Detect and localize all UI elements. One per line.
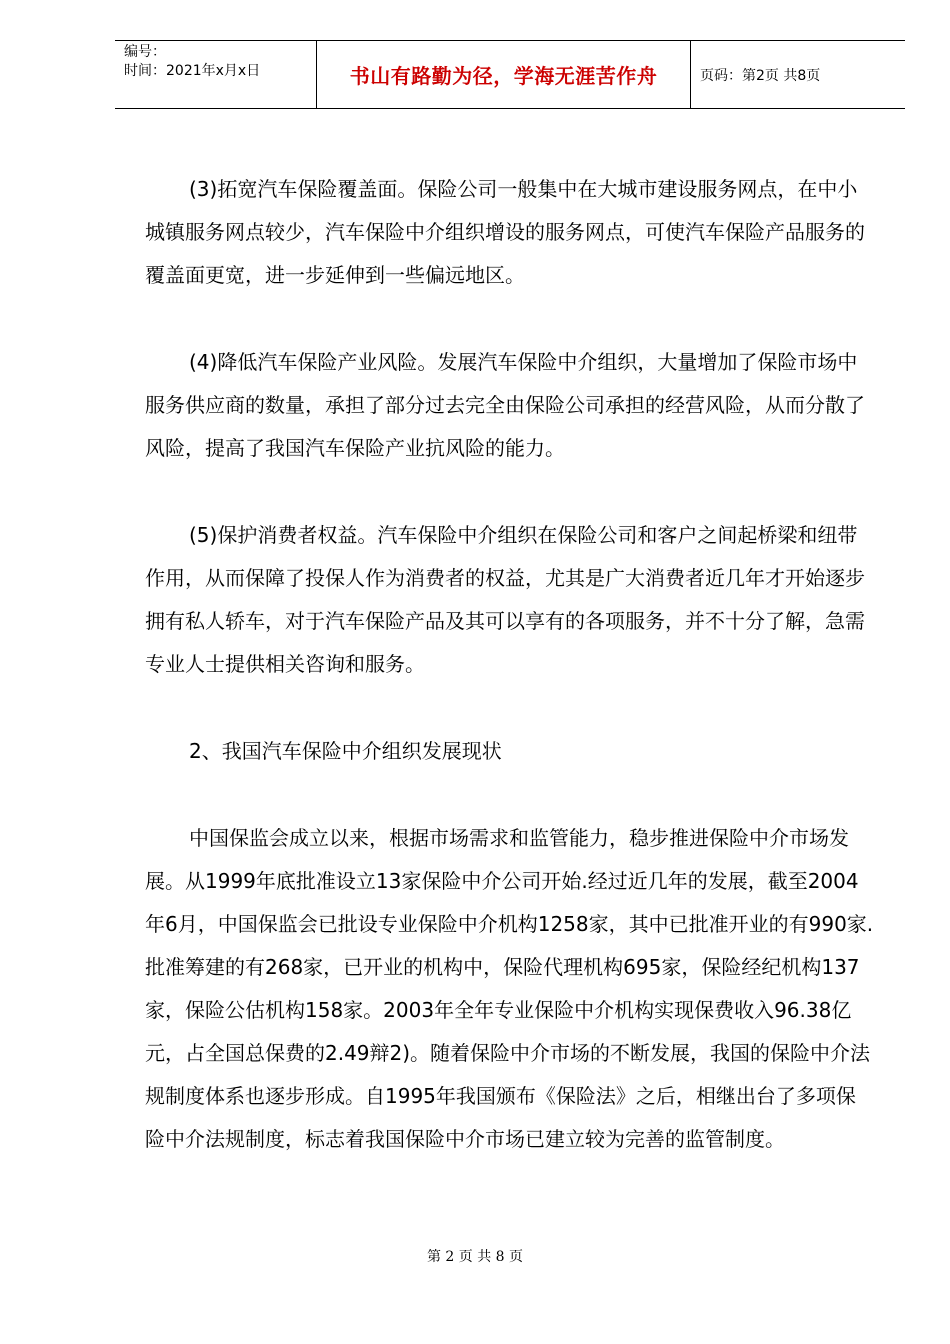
document-number-label: 编号：	[124, 44, 166, 60]
header-page-info: 页码：第2页 共8页	[700, 67, 821, 84]
section-heading: 2、我国汽车保险中介组织发展现状	[189, 739, 502, 763]
paragraph-development-status: 中国保监会成立以来，根据市场需求和监管能力，稳步推进保险中介市场发展。从1999年底批准设立13家保险中介公司开始.经过近几年的发展，截至2004年6月，中国保监会已批设专业保险中介机构1258家，其中已批准开业的有990家.批准筹建的有268家，已开业的机构中，保险代理机构695家，保险经纪机构137家，保险公估机构158家。2003年全年专业保险中介机构实现保费收入96.38亿元，占全国总保费的2.49辩2)。随着保险中介市场的不断发展，我国的保险中介法规制度体系也逐步形成。自1995年我国颁布《保险法》之后，相继出台了多项保险中介法规制度，标志着我国保险中介市场已建立较为完善的监管制度。	[145, 826, 874, 1151]
header-meta-cell	[115, 41, 317, 108]
paragraph-item-3: (3)拓宽汽车保险覆盖面。保险公司一般集中在大城市建设服务网点，在中小城镇服务网点较少，汽车保险中介组织增设的服务网点，可使汽车保险产品服务的覆盖面更宽，进一步延伸到一些偏远地区。	[145, 177, 865, 287]
document-time-label: 时间：2021年x月x日	[124, 63, 261, 79]
paragraph-item-5: (5)保护消费者权益。汽车保险中介组织在保险公司和客户之间起桥梁和纽带作用，从而保障了投保人作为消费者的权益，尤其是广大消费者近几年才开始逐步拥有私人轿车，对于汽车保险产品及其可以享有的各项服务，并不十分了解，急需专业人士提供相关咨询和服务。	[145, 523, 865, 676]
header-motto-cell	[317, 41, 691, 108]
document-body	[145, 168, 875, 1161]
header-motto: 书山有路勤为径，学海无涯苦作舟	[349, 64, 658, 88]
header-page-cell	[691, 41, 905, 108]
page-footer: 第 2 页 共 8 页	[426, 1249, 524, 1265]
header-table	[115, 40, 905, 109]
paragraph-item-4: (4)降低汽车保险产业风险。发展汽车保险中介组织，大量增加了保险市场中服务供应商的数量，承担了部分过去完全由保险公司承担的经营风险，从而分散了风险，提高了我国汽车保险产业抗风险的能力。	[145, 350, 865, 460]
